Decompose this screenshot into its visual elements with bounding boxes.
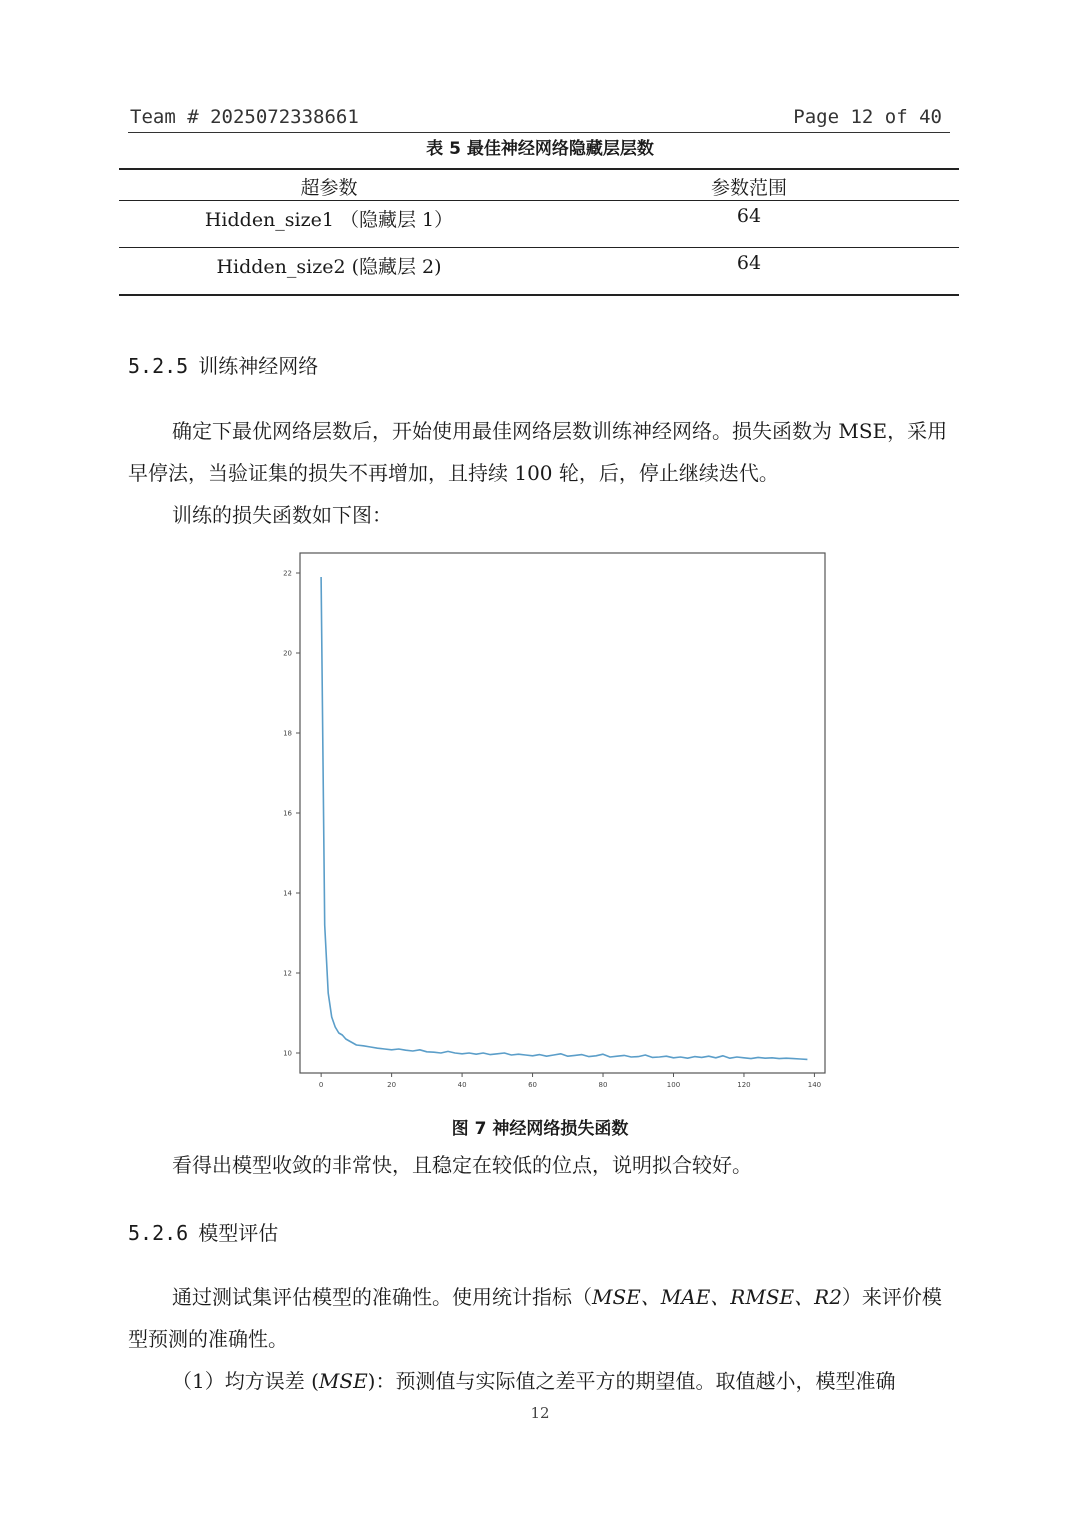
- section-title: 训练神经网络: [198, 354, 319, 378]
- x-tick-label: 40: [457, 1081, 467, 1089]
- table-cell: Hidden_size1 （隐藏层 1）: [119, 201, 539, 248]
- y-tick-label: 22: [283, 569, 292, 578]
- table-row: [119, 201, 959, 248]
- y-tick-label: 16: [283, 809, 292, 818]
- paragraph-convergence: 看得出模型收敛的非常快，且稳定在较低的位点，说明拟合较好。: [172, 1153, 752, 1177]
- column-header-hyperparameter: 超参数: [119, 169, 539, 201]
- x-tick-label: 0: [318, 1081, 324, 1089]
- paragraph-text: )：预测值与实际值之差平方的期望值。取值越小，模型准确: [367, 1369, 896, 1393]
- x-tick-label: 20: [387, 1081, 397, 1089]
- section-title: 模型评估: [198, 1221, 279, 1245]
- x-tick-label: 60: [528, 1081, 538, 1089]
- metric-mse: MSE: [318, 1369, 368, 1393]
- section-heading-525: [128, 350, 318, 379]
- section-number: 5.2.5: [128, 354, 189, 378]
- section-heading-526: [128, 1217, 278, 1246]
- paragraph-training: 确定下最优网络层数后，开始使用最佳网络层数训练神经网络。损失函数为 MSE，采用早停法，当验证集的损失不再增加，且持续 100 轮，后，停止继续迭代。: [128, 419, 948, 485]
- team-number: Team # 2025072338661: [130, 106, 359, 128]
- paragraph-text: （1）均方误差 (: [172, 1369, 319, 1393]
- x-tick-label: 140: [807, 1081, 822, 1089]
- paragraph-mse: [128, 1360, 950, 1402]
- y-tick-label: 14: [283, 889, 292, 898]
- paragraph-figure-intro: 训练的损失函数如下图：: [172, 503, 392, 527]
- y-tick-label: 10: [283, 1049, 292, 1058]
- column-header-range: 参数范围: [539, 169, 959, 201]
- x-tick-label: 100: [666, 1081, 681, 1089]
- x-tick-label: 80: [598, 1081, 608, 1089]
- figure-caption: 图 7 神经网络损失函数: [451, 1119, 629, 1139]
- y-tick-label: 12: [283, 969, 292, 978]
- paragraph-text: 通过测试集评估模型的准确性。使用统计指标（: [172, 1285, 592, 1309]
- metric-list: MSE、MAE、RMSE、R2: [592, 1285, 842, 1309]
- table-row: [119, 248, 959, 296]
- page-indicator: Page 12 of 40: [793, 106, 942, 128]
- table-cell: 64: [539, 248, 959, 296]
- plot-frame: [300, 553, 825, 1073]
- y-tick-label: 18: [283, 729, 292, 738]
- table-cell: Hidden_size2 (隐藏层 2): [119, 248, 539, 296]
- loss-chart: [265, 545, 830, 1095]
- paragraph-text: ）来评价模型预测的准确性。: [128, 1285, 942, 1351]
- paragraph-evaluation: [128, 1276, 950, 1360]
- page-header: [128, 104, 950, 133]
- x-tick-label: 120: [737, 1081, 751, 1089]
- table-header-row: [119, 169, 959, 201]
- y-tick-label: 20: [283, 649, 292, 658]
- table-cell: 64: [539, 201, 959, 248]
- hyperparameter-table: [119, 168, 959, 296]
- page-number: 12: [530, 1404, 550, 1422]
- section-number: 5.2.6: [128, 1221, 189, 1245]
- table-caption: 表 5 最佳神经网络隐藏层层数: [426, 139, 654, 159]
